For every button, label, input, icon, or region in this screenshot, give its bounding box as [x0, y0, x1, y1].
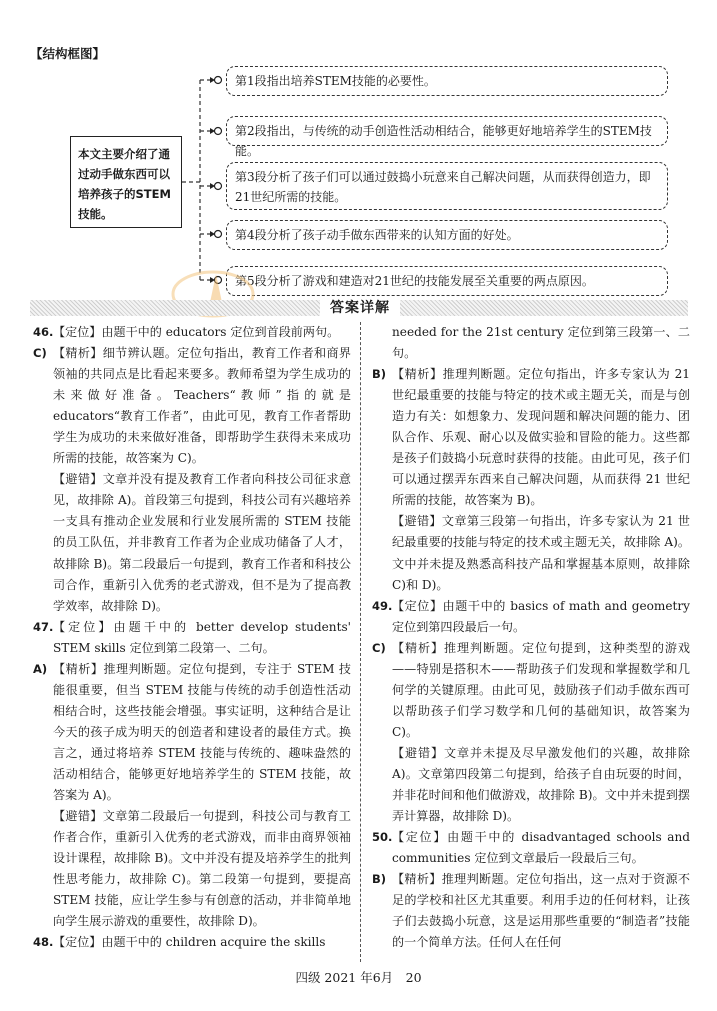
right-column	[372, 322, 690, 953]
answer-text: 【精析】推理判断题。定位句指出，许多专家认为 21 世纪最重要的技能与特定的技术或主题无关，而是与创造力有关：如想象力、发现问题和解决问题的能力、团队合作、乐观、耐心以及做实验和冒险的能力。这些都是孩子们鼓捣小玩意时获得的技能。由此可见，孩子们可以通过摆弄东西来自己解决问题，从而获得 21 世纪所需的技能，故答案为 B)。	[392, 367, 690, 508]
answer-lead: 47.	[33, 619, 54, 634]
answer-text: 【精析】细节辨认题。定位句指出，教育工作者和商界领袖的共同点是比看起来要多。教师希望为学生成功的未来做好准备。Teachers“教师”指的就是 educators“教育工作者”，由此可见，教育工作者帮助学生为成功的未来做好准备，即帮助学生获得未来成功所需的技能，故答案为 C)。	[53, 346, 351, 466]
answer-block	[372, 596, 690, 638]
answer-block	[33, 343, 351, 469]
answer-block	[33, 932, 351, 953]
paragraph-point-1: 第1段指出培养STEM技能的必要性。	[226, 66, 668, 96]
paragraph-point-5: 第5段分析了游戏和建造对21世纪的技能发展至关重要的两点原因。	[226, 266, 668, 296]
answer-block	[372, 364, 690, 511]
page-footer: 四级 2021 年6月 20	[295, 970, 422, 985]
framework-heading: 【结构框图】	[30, 46, 106, 61]
answer-text: 【精析】推理判断题。定位句提到，这种类型的游戏——特别是搭积木——帮助孩子们发现和掌握数学和几何学的关键原理。由此可见，鼓励孩子们动手做东西可以帮助孩子们学习数学和几何的基础知识，故答案为 C)。	[392, 640, 690, 739]
left-column	[33, 322, 351, 953]
answer-lead: 48.	[33, 935, 54, 950]
answer-lead: B)	[372, 872, 387, 887]
answer-lead: 46.	[33, 325, 54, 339]
section-title: 答案详解	[320, 298, 400, 318]
answer-block	[33, 659, 351, 806]
answer-block	[372, 322, 690, 364]
answer-block	[372, 827, 690, 869]
answer-block	[33, 469, 351, 616]
paragraph-point-2: 第2段指出，与传统的动手创造性活动相结合，能够更好地培养学生的STEM技能。	[226, 116, 668, 146]
answer-text: 【定位】由题干中的 educators 定位到首段前两句。	[53, 325, 340, 339]
answer-lead: 49.	[372, 598, 393, 613]
answer-lead: 50.	[372, 830, 393, 845]
answer-text: 【定位】由题干中的 better develop students' STEM skills 定位到第二段第一、二句。	[53, 619, 351, 655]
answer-block	[372, 511, 690, 595]
answer-text: 【避错】文章第二段最后一句提到，科技公司与教育工作者合作，重新引入优秀的老式游戏，而非由商界领袖设计课程，故排除 B)。文中并没有提及培养学生的批判性思考能力，故排除 C)。第二段第一句提到，要提高 STEM 技能，应让学生参与有创意的活动，并非简单地向学生展示游戏的重要性，故排除 D)。	[53, 809, 351, 929]
paragraph-point-4: 第4段分析了孩子动手做东西带来的认知方面的好处。	[226, 220, 668, 250]
answer-lead: C)	[33, 346, 47, 361]
answer-text: needed for the 21st century 定位到第三段第一、二句。	[392, 325, 690, 361]
answer-block	[372, 638, 690, 743]
answer-text: 【避错】文章第三段第一句指出，许多专家认为 21 世纪最重要的技能与特定的技术或主题无关，故排除 A)。文中并未提及熟悉高科技产品和掌握基本原则，故排除 C)和 D)。	[392, 514, 691, 592]
paragraph-point-3: 第3段分析了孩子们可以通过鼓捣小玩意来自己解决问题，从而获得创造力，即21世纪所需的技能。	[226, 162, 668, 210]
answer-lead: C)	[372, 640, 386, 655]
answer-lead: A)	[33, 661, 48, 676]
answer-block	[33, 617, 351, 659]
answer-text: 【定位】由题干中的 basics of math and geometry 定位到第四段最后一句。	[392, 598, 690, 634]
answer-block	[372, 743, 690, 827]
answer-text: 【定位】由题干中的 children acquire the skills	[53, 935, 326, 950]
column-separator	[360, 322, 361, 962]
answer-block	[33, 322, 351, 343]
answer-block	[33, 806, 351, 932]
answer-text: 【精析】推理判断题。定位句提到，专注于 STEM 技能很重要，但当 STEM 技能与传统的动手创造性活动相结合时，这些技能会增强。事实证明，这种结合是让今天的孩子成为明天的创造者和建设者的最佳方式。换言之，通过将培养 STEM 技能与传统的、趣味盎然的活动相结合，能够更好地培养学生的 STEM 技能，故答案为 A)。	[53, 661, 351, 803]
answer-text: 【定位】由题干中的 disadvantaged schools and communities 定位到文章最后一段最后三句。	[392, 830, 690, 866]
answer-text: 【精析】推理判断题。定位句指出，这一点对于资源不足的学校和社区尤其重要。利用手边的任何材料，让孩子们去鼓捣小玩意，这是运用那些重要的“制造者”技能的一个简单方法。任何人在任何	[392, 872, 690, 950]
answer-lead: B)	[372, 367, 387, 382]
answer-block	[372, 869, 690, 953]
answer-text: 【避错】文章并未提及尽早激发他们的兴趣，故排除 A)。文章第四段第二句提到，给孩子自由玩耍的时间，并非花时间和他们做游戏，故排除 B)。文中并未提到摆弄计算器，故排除 D)。	[392, 745, 690, 824]
answer-text: 【避错】文章并没有提及教育工作者向科技公司征求意见，故排除 A)。首段第三句提到，科技公司有兴趣培养一支具有推动企业发展和行业发展所需的 STEM 技能的员工队伍，并非教育工作者为企业成功储备了人才，故排除 B)。第二段最后一句提到，教育工作者和科技公司合作，重新引入优秀的老式游戏，但不是为了提高教学效率，故排除 D)。	[53, 472, 351, 613]
summary-box: 本文主要介绍了通过动手做东西可以培养孩子的STEM技能。	[70, 136, 182, 228]
